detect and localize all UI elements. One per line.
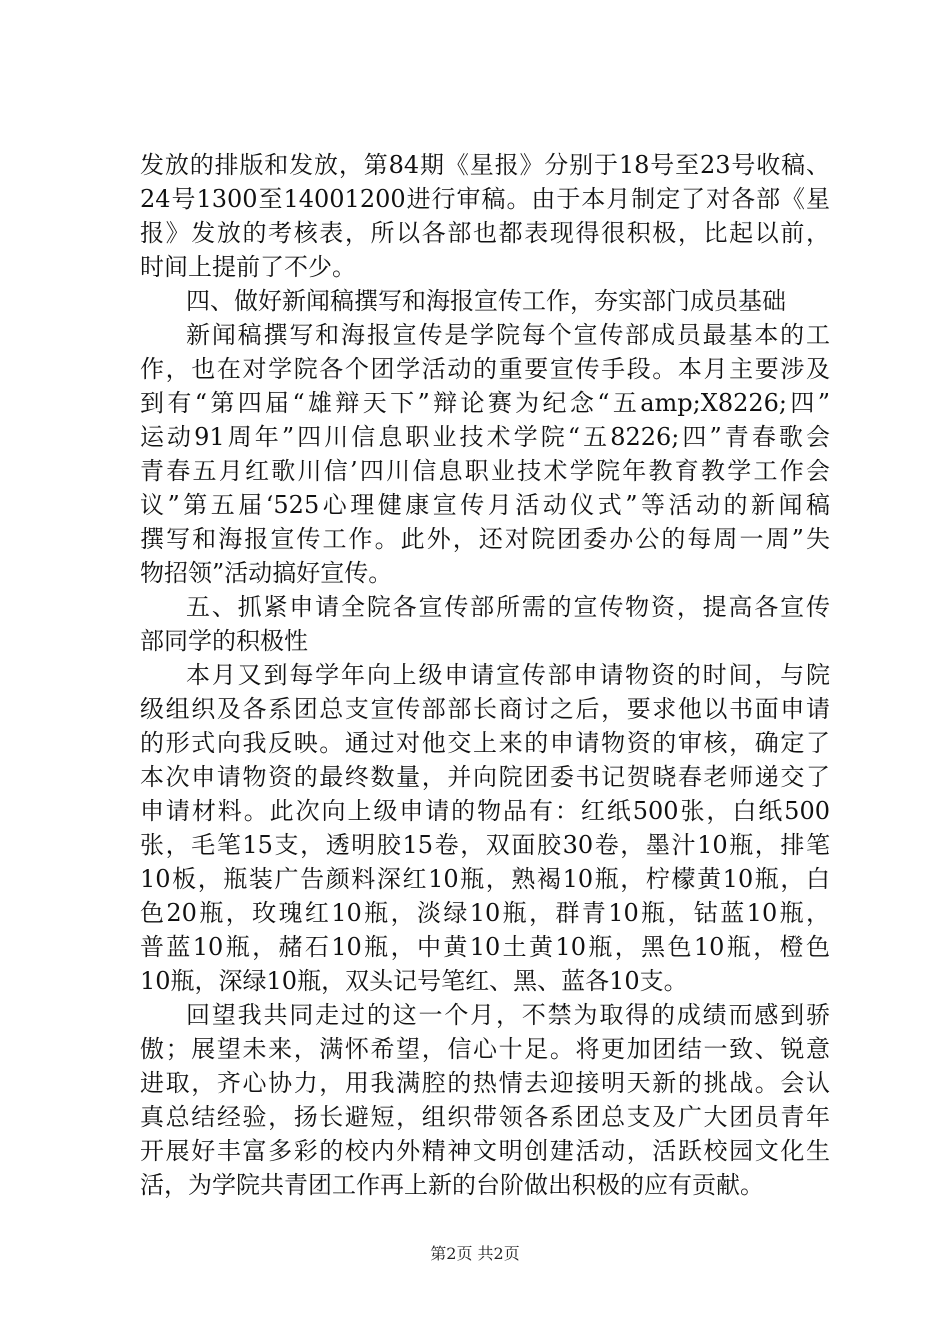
section-heading: 四、做好新闻稿撰写和海报宣传工作，夯实部门成员基础 bbox=[186, 287, 786, 315]
text-line: 级组织及各系团总支宣传部部长商讨之后，要求他以书面申请 bbox=[140, 695, 830, 723]
text-line: 申请材料。此次向上级申请的物品有：红纸500张，白纸500 bbox=[140, 797, 830, 825]
text-line: 撰写和海报宣传工作。此外，还对院团委办公的每周一周”失 bbox=[140, 525, 830, 553]
text-line: 真总结经验，扬长避短，组织带领各系团总支及广大团员青年 bbox=[140, 1103, 830, 1131]
text-line: 色20瓶，玫瑰红10瓶，淡绿10瓶，群青10瓶，钴蓝10瓶， bbox=[140, 899, 830, 927]
text-line: 新闻稿撰写和海报宣传是学院每个宣传部成员最基本的工 bbox=[186, 321, 830, 349]
text-line: 发放的排版和发放，第84期《星报》分别于18号至23号收稿、 bbox=[140, 151, 830, 179]
text-line: 活，为学院共青团工作再上新的台阶做出积极的应有贡献。 bbox=[140, 1171, 764, 1199]
text-line: 傲；展望未来，满怀希望，信心十足。将更加团结一致、锐意 bbox=[140, 1035, 830, 1063]
text-line: 开展好丰富多彩的校内外精神文明创建活动，活跃校园文化生 bbox=[140, 1137, 830, 1165]
text-line: 青春五月红歌川信’四川信息职业技术学院年教育教学工作会 bbox=[140, 457, 830, 485]
page-footer: 第2页 共2页 bbox=[430, 1244, 520, 1263]
text-line: 回望我共同走过的这一个月，不禁为取得的成绩而感到骄 bbox=[186, 1001, 830, 1029]
text-line: 本次申请物资的最终数量，并向院团委书记贺晓春老师递交了 bbox=[140, 763, 830, 791]
text-line: 议”第五届‘525心理健康宣传月活动仪式”等活动的新闻稿 bbox=[140, 491, 830, 519]
text-line: 的形式向我反映。通过对他交上来的申请物资的审核，确定了 bbox=[140, 729, 830, 757]
text-line: 普蓝10瓶，赭石10瓶，中黄10土黄10瓶，黑色10瓶，橙色 bbox=[140, 933, 830, 961]
text-line: 进取，齐心协力，用我满腔的热情去迎接明天新的挑战。会认 bbox=[140, 1069, 830, 1097]
text-line: 张，毛笔15支，透明胶15卷，双面胶30卷，墨汁10瓶，排笔 bbox=[140, 831, 830, 859]
text-line: 物招领”活动搞好宣传。 bbox=[140, 559, 393, 587]
text-line: 报》发放的考核表，所以各部也都表现得很积极，比起以前， bbox=[140, 219, 830, 247]
text-line: 10瓶，深绿10瓶，双头记号笔红、黑、蓝各10支。 bbox=[140, 967, 688, 995]
text-line: 五、抓紧申请全院各宣传部所需的宣传物资，提高各宣传 bbox=[186, 593, 830, 621]
text-line: 本月又到每学年向上级申请宣传部申请物资的时间，与院 bbox=[186, 661, 830, 689]
text-line: 10板，瓶装广告颜料深红10瓶，熟褐10瓶，柠檬黄10瓶，白 bbox=[140, 865, 830, 893]
text-line: 24号1300至14001200进行审稿。由于本月制定了对各部《星 bbox=[140, 185, 830, 213]
document-body bbox=[140, 148, 830, 1202]
text-line: 到有“第四届“雄辩天下”辩论赛为纪念“五amp;X8226;四” bbox=[140, 389, 830, 417]
text-line: 运动91周年”四川信息职业技术学院“五8226;四”青春歌会 bbox=[140, 423, 830, 451]
text-line: 作，也在对学院各个团学活动的重要宣传手段。本月主要涉及 bbox=[140, 355, 830, 383]
text-line: 时间上提前了不少。 bbox=[140, 253, 356, 281]
text-line: 部同学的积极性 bbox=[140, 627, 308, 655]
